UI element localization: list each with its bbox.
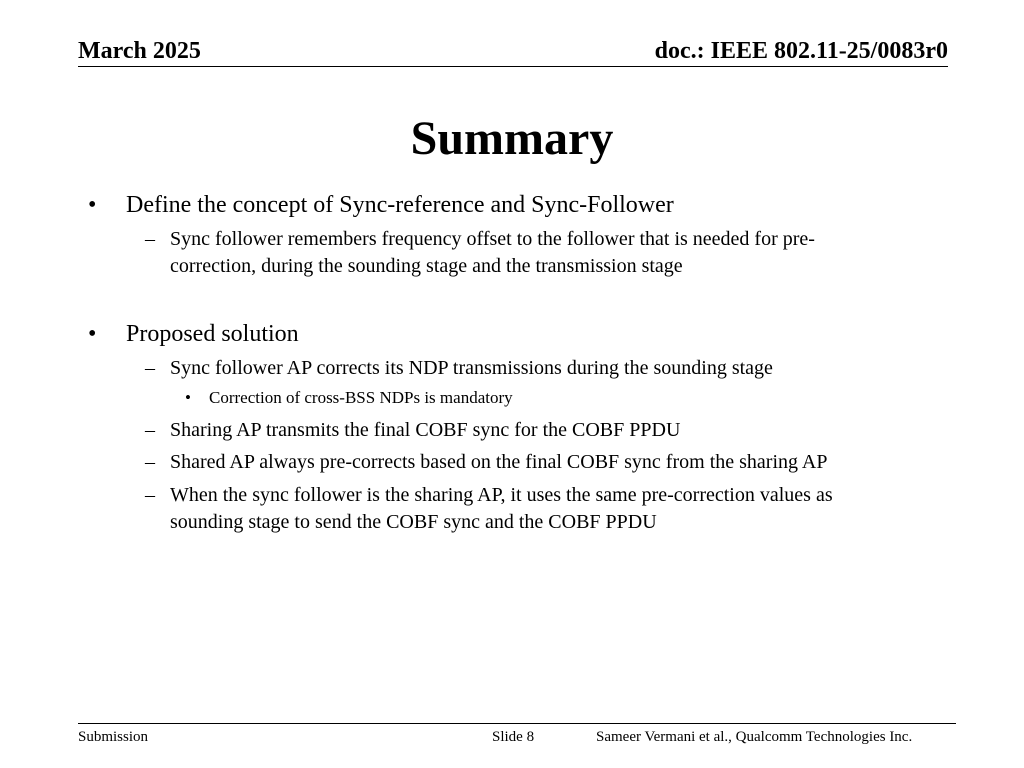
dash-marker: –: [145, 484, 155, 506]
bullet-1-text: Define the concept of Sync-reference and Sync-Follower: [126, 192, 674, 218]
bullet-2-sub-1-subsub: Correction of cross-BSS NDPs is mandatory: [209, 388, 513, 407]
bullet-marker: •: [88, 321, 97, 347]
bullet-marker: •: [88, 192, 97, 218]
slide-title: Summary: [410, 112, 614, 165]
dash-marker: –: [145, 419, 155, 441]
bullet-1-sub-1-line-1: Sync follower remembers frequency offset to the follower that is needed for pre-: [170, 228, 815, 250]
dash-marker: –: [145, 357, 155, 379]
header-doc-id: doc.: IEEE 802.11-25/0083r0: [654, 38, 948, 64]
header-date: March 2025: [78, 38, 201, 64]
bullet-2-text: Proposed solution: [126, 321, 299, 347]
dash-marker: –: [145, 228, 155, 250]
bullet-2-sub-3: Shared AP always pre-corrects based on the final COBF sync from the sharing AP: [170, 451, 828, 473]
bullet-2-sub-1: Sync follower AP corrects its NDP transmissions during the sounding stage: [170, 357, 773, 379]
bullet-1-sub-1-line-2: correction, during the sounding stage and the transmission stage: [170, 255, 683, 277]
footer-divider: [78, 723, 956, 724]
bullet-2-sub-4-line-2: sounding stage to send the COBF sync and the COBF PPDU: [170, 511, 657, 533]
dash-marker: –: [145, 451, 155, 473]
footer-slide-number: Slide 8: [492, 729, 535, 745]
bullet-marker: •: [185, 388, 191, 407]
bullet-2-sub-2: Sharing AP transmits the final COBF sync for the COBF PPDU: [170, 419, 681, 441]
header-divider: [78, 66, 948, 67]
footer-submission: Submission: [78, 729, 149, 745]
footer-authors: Sameer Vermani et al., Qualcomm Technologies Inc.: [596, 729, 913, 745]
bullet-2-sub-4-line-1: When the sync follower is the sharing AP, it uses the same pre-correction values as: [170, 484, 833, 506]
